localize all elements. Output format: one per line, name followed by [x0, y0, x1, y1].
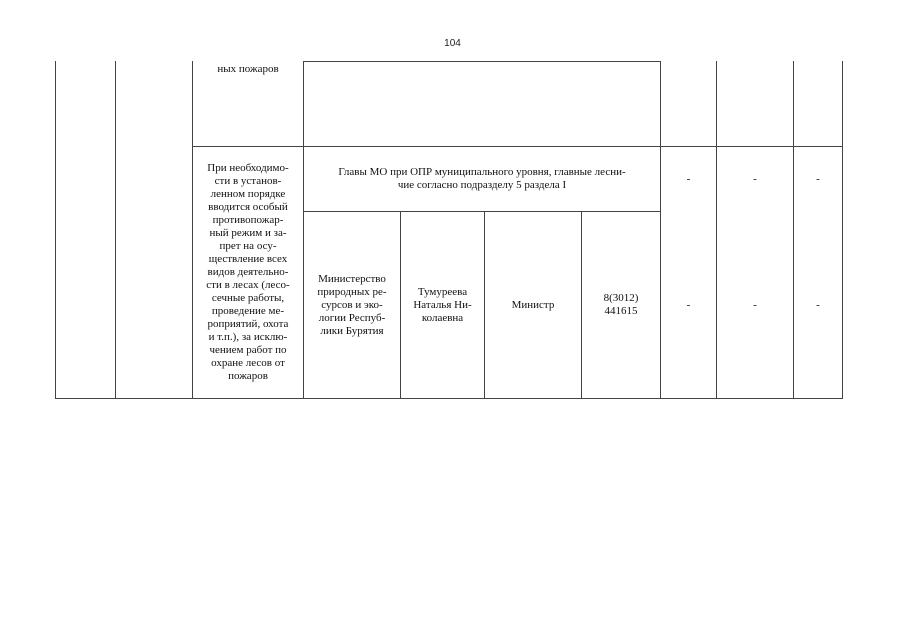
empty-value-dash: -: [816, 298, 820, 311]
empty-value-dash: -: [816, 172, 820, 185]
phone-cell: 8(3012) 441615: [603, 292, 639, 317]
empty-value-dash: -: [686, 298, 691, 311]
empty-value-dash: -: [753, 172, 757, 185]
table-border-right: [842, 61, 843, 399]
position-cell: Министр: [511, 298, 555, 311]
person-name-cell: Тумуреева Наталья Ни- колаевна: [413, 285, 472, 324]
responsible-merged-cell: Главы МО при ОПР муниципального уровня, главные лесни- чие согласно подразделу 5 раздела I: [338, 166, 626, 191]
page-number: 104: [444, 38, 461, 49]
table-border-left: [55, 61, 56, 399]
table-border-bottom: [55, 398, 843, 399]
event-text-continued: ных пожаров: [217, 63, 279, 75]
empty-value-dash: -: [753, 298, 757, 311]
column-divider: [115, 61, 116, 399]
row-divider: [303, 61, 660, 62]
event-text: При необходимо- сти в установ- ленном порядке вводится особый противопожар- ный режим и за- прет на осу- ществление всех видов деятельно- сти в лесах (лесо- сечные работы, проведение ме- роприятий, охота и т.п.), за исклю- чением работ по охране лесов от пожаров: [206, 162, 290, 382]
empty-value-dash: -: [686, 172, 691, 185]
organization-cell: Министерство природных ре- сурсов и эко- логии Респуб- лики Бурятия: [317, 272, 387, 337]
